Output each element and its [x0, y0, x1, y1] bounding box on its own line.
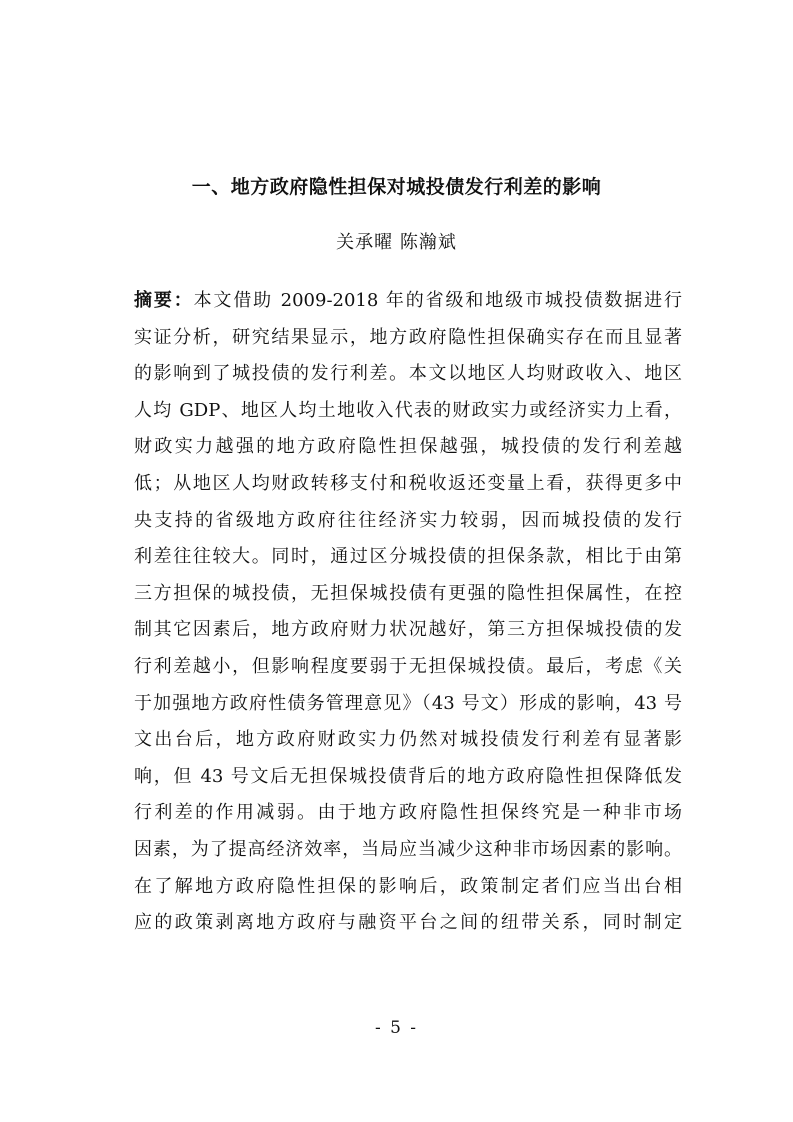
abstract-line: 响，但 43 号文后无担保城投债背后的地方政府隐性担保降低发: [134, 765, 682, 787]
abstract-line: 的影响到了城投债的发行利差。本文以地区人均财政收入、地区: [134, 363, 682, 385]
abstract-line: 于加强地方政府性债务管理意见》（43 号文）形成的影响，43 号: [134, 692, 682, 714]
abstract-line: [134, 283, 682, 320]
abstract-line-text: 本文借助 2009-2018 年的省级和地级市城投债数据进行: [193, 290, 683, 311]
abstract-line: 应的政策剥离地方政府与融资平台之间的纽带关系，同时制定: [134, 912, 682, 934]
abstract-line: 因素，为了提高经济效率，当局应当减少这种非市场因素的影响。: [134, 838, 682, 860]
abstract-line: 低；从地区人均财政转移支付和税收返还变量上看，获得更多中: [134, 472, 682, 494]
section-title: 一、地方政府隐性担保对城投债发行利差的影响: [191, 176, 602, 198]
abstract-line: 行利差越小，但影响程度要弱于无担保城投债。最后，考虑《关: [134, 655, 682, 677]
abstract-line: 人均 GDP、地区人均土地收入代表的财政实力或经济实力上看，: [134, 399, 682, 421]
abstract-line: 实证分析，研究结果显示，地方政府隐性担保确实存在而且显著: [134, 326, 682, 348]
authors: 关承曜 陈瀚斌: [336, 232, 457, 253]
abstract-line: 在了解地方政府隐性担保的影响后，政策制定者们应当出台相: [134, 875, 682, 897]
abstract: [134, 283, 682, 942]
abstract-line: 央支持的省级地方政府往往经济实力较弱，因而城投债的发行: [134, 509, 682, 531]
abstract-label: 摘要：: [134, 290, 194, 311]
abstract-line: 文出台后，地方政府财政实力仍然对城投债发行利差有显著影: [134, 729, 682, 751]
abstract-line: 财政实力越强的地方政府隐性担保越强，城投债的发行利差越: [134, 436, 682, 458]
page-number: - 5 -: [374, 1018, 419, 1038]
abstract-line: 利差往往较大。同时，通过区分城投债的担保条款，相比于由第: [134, 546, 682, 568]
abstract-line: 制其它因素后，地方政府财力状况越好，第三方担保城投债的发: [134, 619, 682, 641]
abstract-line: 行利差的作用减弱。由于地方政府隐性担保终究是一种非市场: [134, 802, 682, 824]
abstract-line: 三方担保的城投债，无担保城投债有更强的隐性担保属性，在控: [134, 582, 682, 604]
